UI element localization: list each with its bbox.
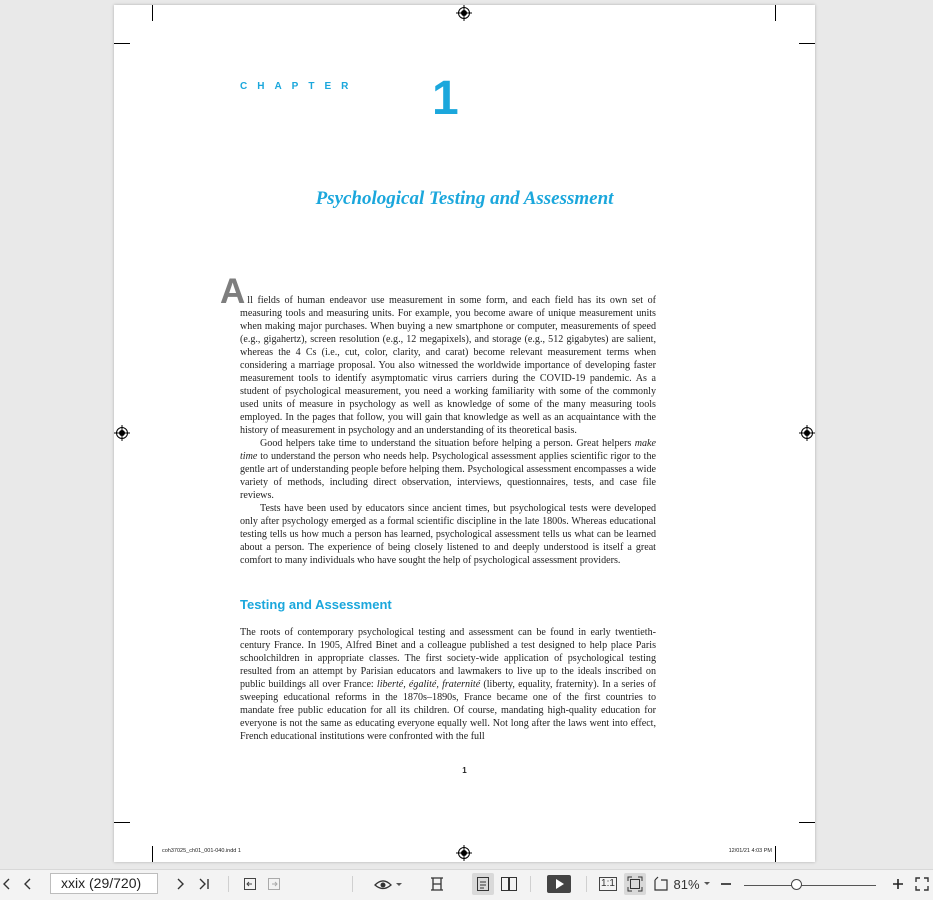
toolbar-separator xyxy=(530,876,531,892)
intro-text xyxy=(220,272,656,567)
minus-icon xyxy=(720,878,732,890)
paragraph-1: All fields of human endeavor use measurement in some form, and each field has its own set of measuring tools and measuring units. For example, you become aware of unique measurement units when making major purchases. When buying a new smartphone or computer, measurements of speed (e.g., gigahertz), screen resolution (e.g., 12 megapixels), and storage (e.g., 512 gigabytes) are salient, whereas the 4 Cs (i.e., cut, color, clarity, and carat) become relevant measurement terms when considering a marriage proposal. You also witnessed the worldwide importance of developing faster measurement tools to identify asymptomatic virus carriers during the COVID-19 pandemic. As a student of psychological measurement, you need a working familiarity with some of the commonly used units of measure in psychology as well as knowledge of some of the many measuring tools employed. In the pages that follow, you will gain that knowledge as well as an acquaintance with the history of measurement in psychology and an understanding of its theoretical basis. xyxy=(220,272,656,436)
slug-date: 12/01/21 4:03 PM xyxy=(728,848,772,854)
plus-icon xyxy=(892,878,904,890)
chevron-down-icon xyxy=(703,881,711,887)
last-page-icon xyxy=(197,877,211,891)
document-page xyxy=(114,5,815,862)
zoom-level-label: 81% xyxy=(673,876,700,892)
chevron-left-icon xyxy=(2,877,12,891)
crop-mark xyxy=(152,846,153,862)
go-forward-icon xyxy=(267,877,281,891)
zoom-dropdown[interactable] xyxy=(672,873,712,895)
zoom-slider[interactable] xyxy=(744,885,876,886)
page-number-input[interactable]: xxix (29/720) xyxy=(50,873,158,894)
crop-mark xyxy=(775,846,776,862)
crop-mark xyxy=(114,43,130,44)
go-back-icon xyxy=(243,877,257,891)
play-icon xyxy=(547,875,571,893)
chevron-left-icon xyxy=(23,877,33,891)
read-aloud-button[interactable] xyxy=(372,873,404,895)
section-text xyxy=(240,626,656,743)
single-page-view-button[interactable] xyxy=(472,873,494,895)
toolbar-separator xyxy=(352,876,353,892)
next-page-button[interactable] xyxy=(172,873,188,895)
two-page-icon xyxy=(500,876,518,892)
zoom-slider-thumb[interactable] xyxy=(791,879,802,890)
zoom-in-button[interactable] xyxy=(888,873,908,895)
registration-mark-icon xyxy=(801,427,813,439)
paragraph-4: The roots of contemporary psychological testing and assessment can be found in early twentieth-century France. In 1905, Alfred Binet and a colleague published a test designed to help place Paris schoolchildren in appropriate classes. The first society-wide application of psychological testing resulted from an attempt by Parisian educators and lawmakers to live up to the ideals inscribed on public buildings all over France: liberté, égalité, fraternité (liberty, equality, fraternity). In a series of sweeping educational reforms in the 1870s–1890s, France became one of the first countries to mandate free public education for all its children. Of course, mandating high-quality education for everyone is not the same as educating everyone equally well. Not long after the laws went into effect, French educational institutions were confronted with the full xyxy=(240,627,656,742)
chapter-label: CHAPTER xyxy=(240,81,359,92)
fullscreen-button[interactable] xyxy=(912,873,932,895)
fit-page-icon xyxy=(627,876,643,892)
two-page-view-button[interactable] xyxy=(498,873,520,895)
registration-mark-icon xyxy=(458,847,470,859)
slug-filename: coh37025_ch01_001-040.indd 1 xyxy=(162,848,241,854)
slideshow-button[interactable] xyxy=(546,873,572,895)
registration-mark-icon xyxy=(458,7,470,19)
previous-page-button[interactable] xyxy=(20,873,36,895)
single-page-icon xyxy=(476,876,490,892)
actual-size-button[interactable] xyxy=(598,873,618,895)
page-break-button[interactable] xyxy=(426,873,448,895)
crop-mark xyxy=(152,5,153,21)
fit-width-button[interactable] xyxy=(652,873,670,895)
registration-mark-icon xyxy=(116,427,128,439)
crop-mark xyxy=(799,822,815,823)
previous-chapter-button[interactable] xyxy=(0,873,14,895)
crop-mark xyxy=(799,43,815,44)
chapter-title: Psychological Testing and Assessment xyxy=(315,188,614,209)
fit-width-icon xyxy=(653,876,669,892)
go-forward-button[interactable] xyxy=(264,873,284,895)
go-back-button[interactable] xyxy=(240,873,260,895)
toolbar-separator xyxy=(228,876,229,892)
fit-page-button[interactable] xyxy=(624,873,646,895)
drop-cap: A xyxy=(220,272,246,311)
crop-mark xyxy=(775,5,776,21)
chapter-number: 1 xyxy=(432,72,459,125)
paragraph-3: Tests have been used by educators since ancient times, but psychological tests were developed only after psychology emerged as a formal scientific discipline in the late 1800s. Whereas educational testing tells us how much a person has learned, psychological assessment tells us what can be learned about a person. The experience of being closely listened to and deeply understood is itself a great comfort to many individuals who have sought the help of psychological assessment providers. xyxy=(240,503,656,566)
fullscreen-icon xyxy=(915,877,929,891)
toolbar-separator xyxy=(586,876,587,892)
zoom-out-button[interactable] xyxy=(716,873,736,895)
eye-icon xyxy=(373,876,403,892)
crop-mark xyxy=(114,822,130,823)
page-break-icon xyxy=(429,876,445,892)
page-number: 1 xyxy=(462,766,467,775)
actual-size-icon: 1:1 xyxy=(601,878,615,889)
viewer-toolbar xyxy=(0,869,933,900)
chevron-right-icon xyxy=(175,877,185,891)
zoom-slider-fill xyxy=(744,885,796,886)
last-page-button[interactable] xyxy=(194,873,214,895)
paragraph-2: Good helpers take time to understand the situation before helping a person. Great helpers make time to understand the person who needs help. Psychological assessment applies scientific rigor to the gentle art of understanding people before helping them. Psychological assessment encompasses a wide variety of methods, including direct observation, interviews, questionnaires, tests, and case file reviews. xyxy=(240,438,656,501)
section-heading: Testing and Assessment xyxy=(240,597,392,612)
